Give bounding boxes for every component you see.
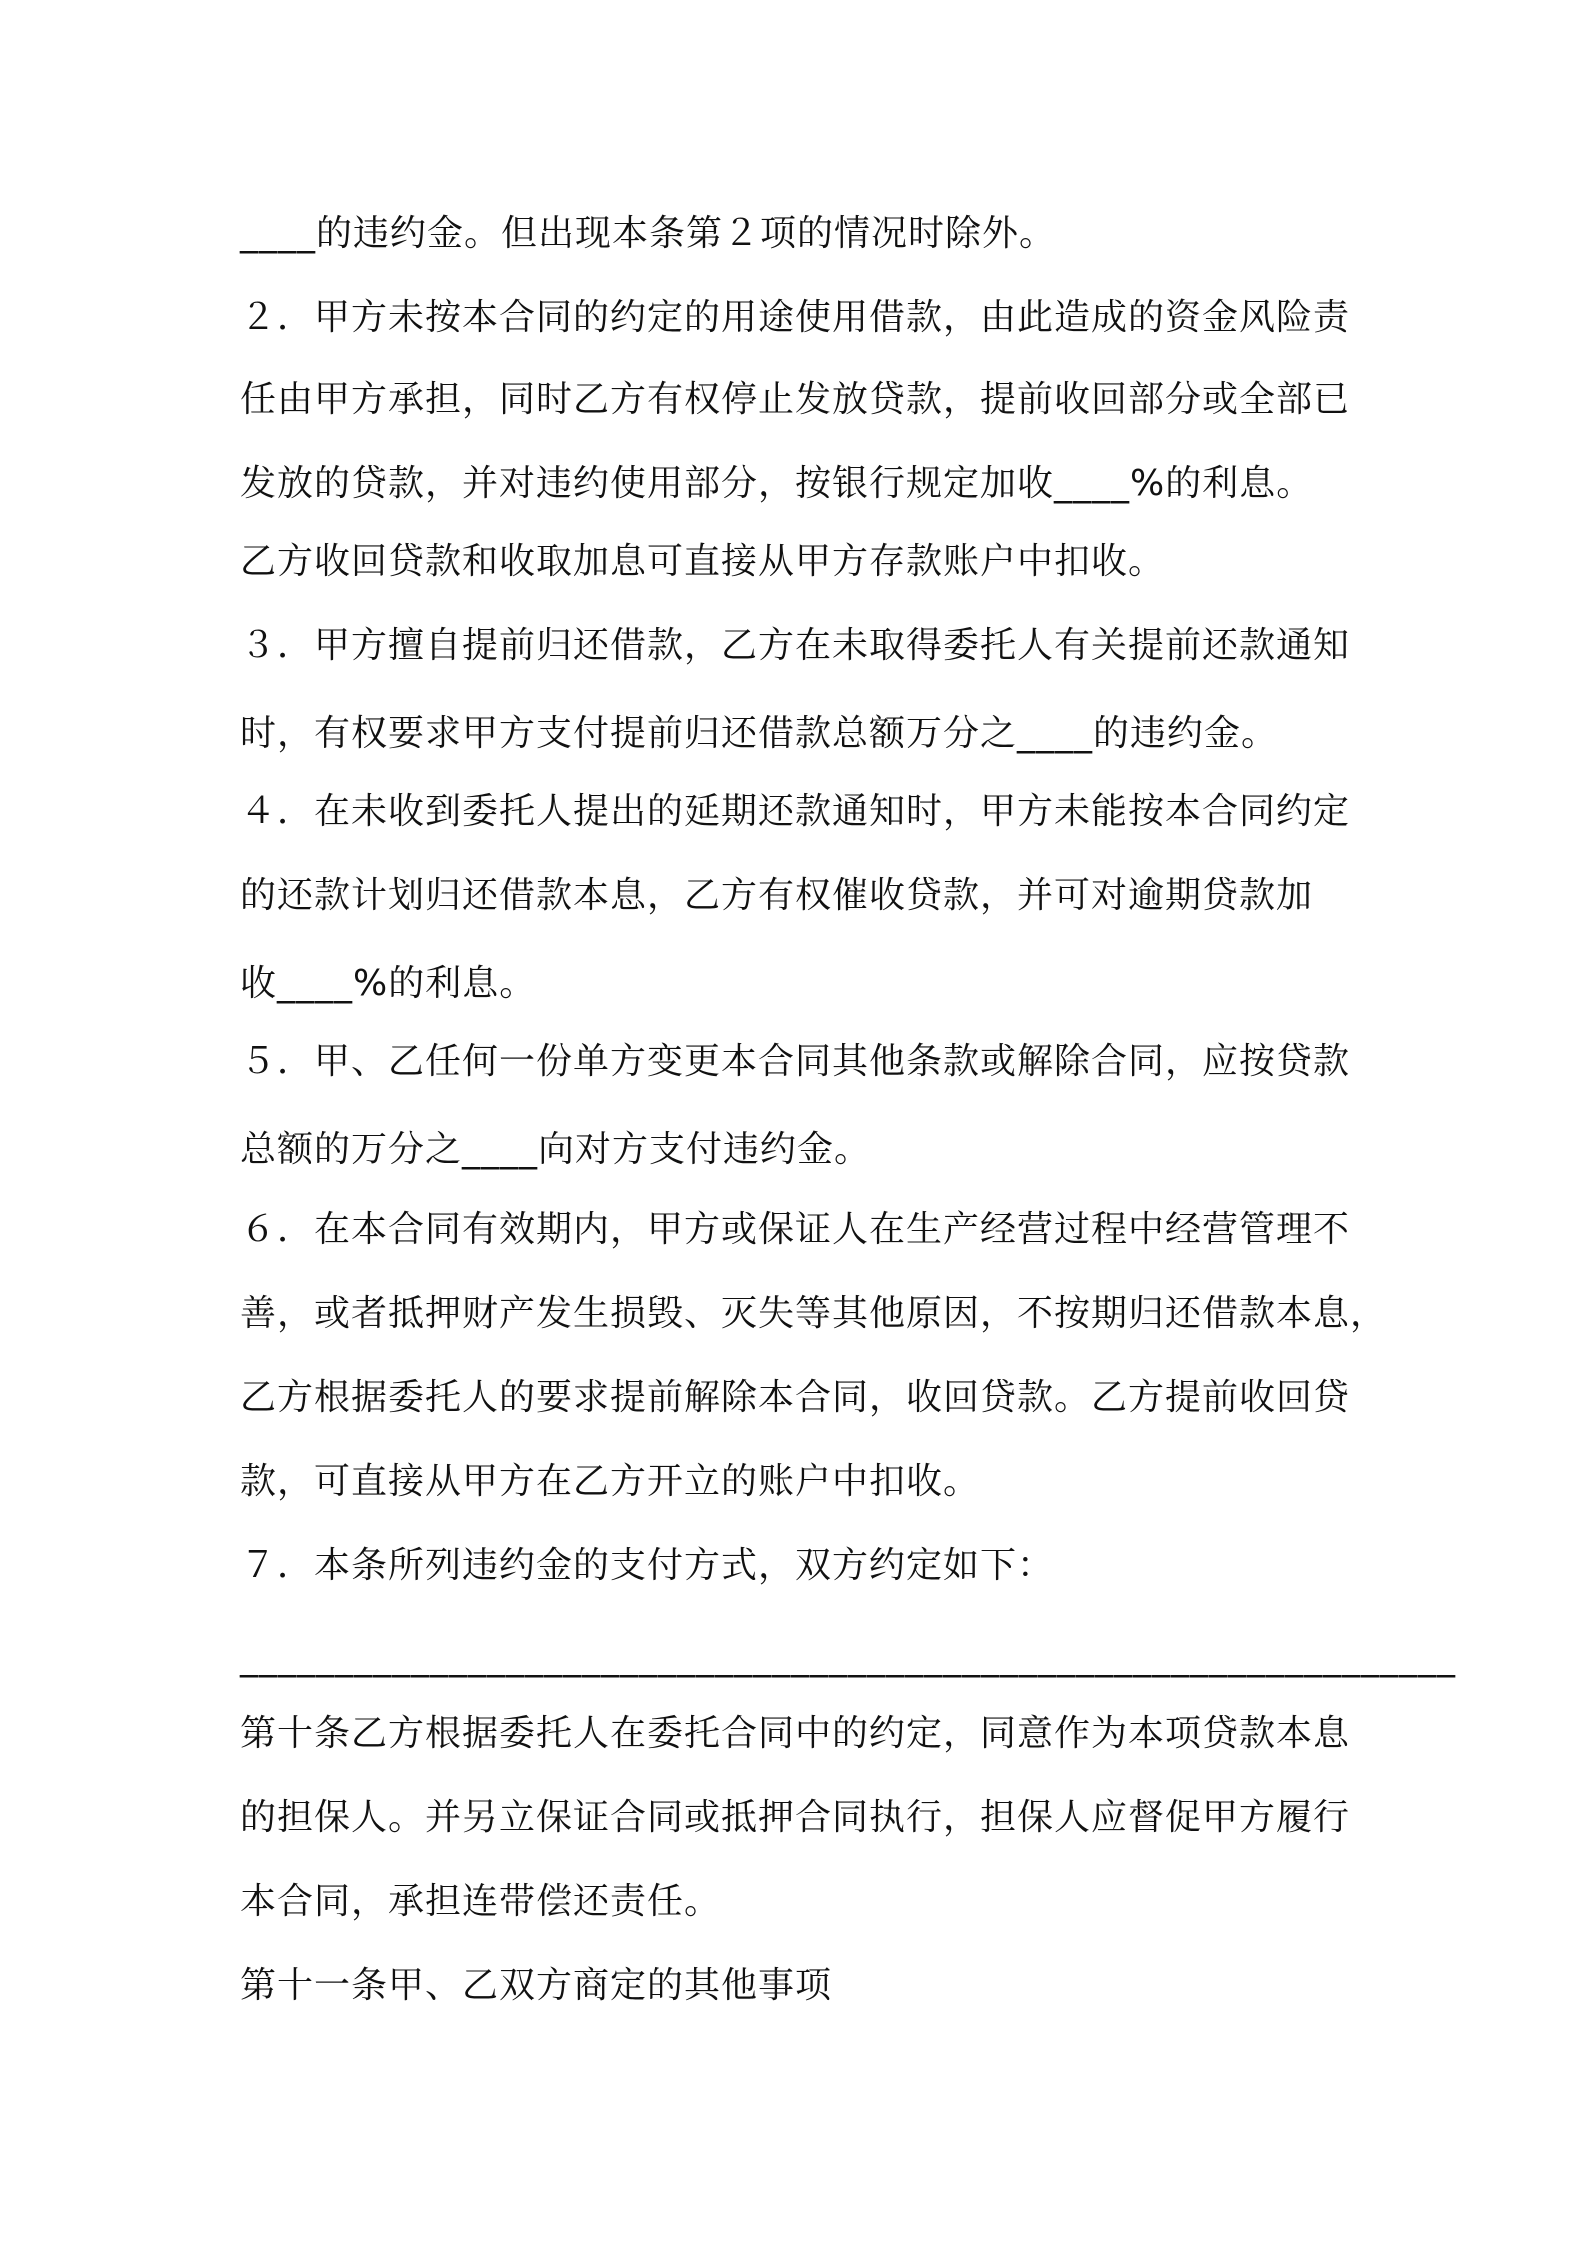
- clause-4-line-1: ４．在未收到委托人提出的延期还款通知时，甲方未能按本合同约定: [240, 791, 1351, 832]
- clause-6-line-1: ６．在本合同有效期内，甲方或保证人在生产经营过程中经营管理不: [240, 1209, 1351, 1250]
- clause-7-line-1: ７．本条所列违约金的支付方式，双方约定如下：: [240, 1545, 1055, 1586]
- clause-4-line-2: 的还款计划归还借款本息，乙方有权催收贷款，并可对逾期贷款加: [240, 875, 1314, 916]
- clause-6-line-3: 乙方根据委托人的要求提前解除本合同，收回贷款。乙方提前收回贷: [240, 1377, 1351, 1418]
- article-10-line-1: 第十条乙方根据委托人在委托合同中的约定，同意作为本项贷款本息: [240, 1713, 1351, 1754]
- blank-fill-line: ________________________________________________________________: [240, 1637, 1456, 1678]
- clause-6-line-2: 善，或者抵押财产发生损毁、灭失等其他原因，不按期归还借款本息，: [240, 1293, 1388, 1334]
- clause-3-line-1: ３．甲方擅自提前归还借款，乙方在未取得委托人有关提前还款通知: [240, 625, 1351, 666]
- clause-2-line-4: 乙方收回贷款和收取加息可直接从甲方存款账户中扣收。: [240, 541, 1166, 582]
- clause-6-line-4: 款，可直接从甲方在乙方开立的账户中扣收。: [240, 1461, 981, 1502]
- clause-2-line-2: 任由甲方承担，同时乙方有权停止发放贷款，提前收回部分或全部已: [240, 379, 1351, 420]
- clause-5-line-2: 总额的万分之____向对方支付违约金。: [240, 1129, 872, 1170]
- text-line-1: ____的违约金。但出现本条第２项的情况时除外。: [240, 213, 1057, 254]
- article-10-line-3: 本合同，承担连带偿还责任。: [240, 1881, 722, 1922]
- article-10-line-2: 的担保人。并另立保证合同或抵押合同执行，担保人应督促甲方履行: [240, 1797, 1351, 1838]
- clause-3-line-2: 时，有权要求甲方支付提前归还借款总额万分之____的违约金。: [240, 713, 1279, 754]
- clause-2-line-3: 发放的贷款，并对违约使用部分，按银行规定加收____%的利息。: [240, 463, 1314, 504]
- clause-5-line-1: ５．甲、乙任何一份单方变更本合同其他条款或解除合同，应按贷款: [240, 1041, 1351, 1082]
- article-11-heading: 第十一条甲、乙双方商定的其他事项: [240, 1965, 833, 2006]
- clause-2-line-1: ２．甲方未按本合同的约定的用途使用借款，由此造成的资金风险责: [240, 297, 1351, 338]
- clause-4-line-3: 收____%的利息。: [240, 963, 537, 1004]
